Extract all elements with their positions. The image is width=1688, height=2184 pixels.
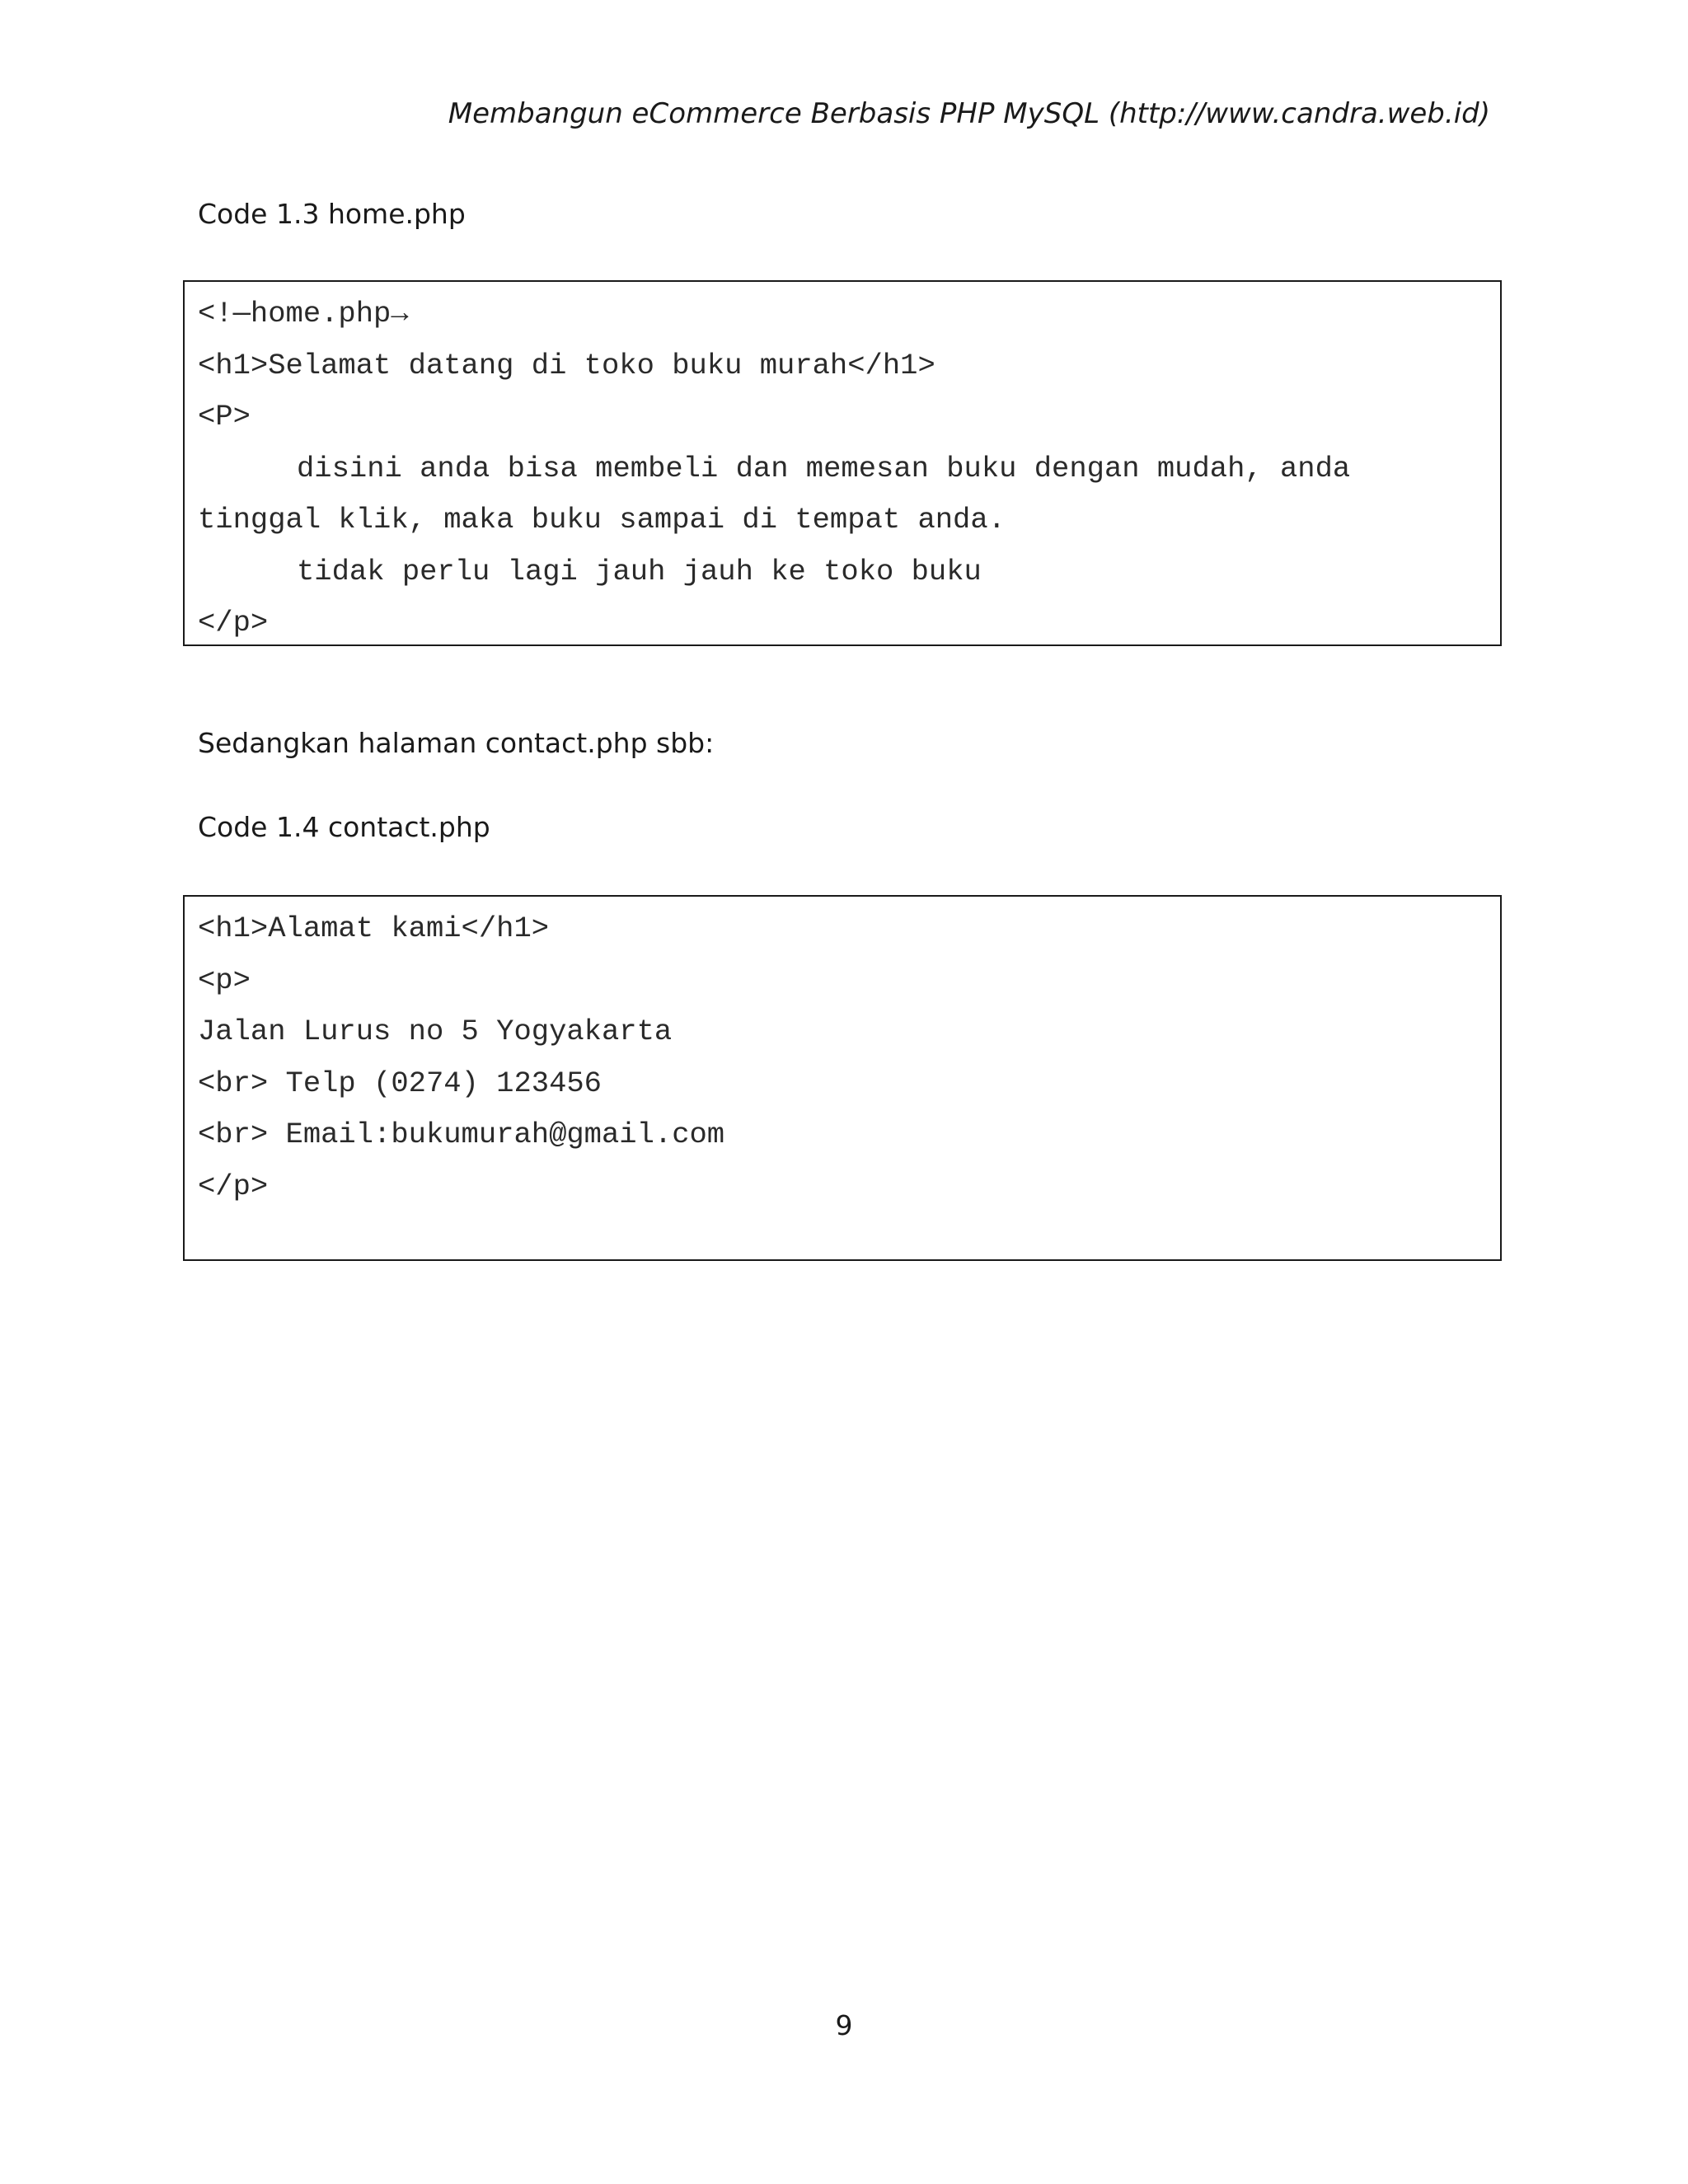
code-line: Jalan Lurus no 5 Yogyakarta (198, 1015, 673, 1048)
code-line: tidak perlu lagi jauh jauh ke toko buku (297, 554, 982, 588)
code-line: </p> (198, 1169, 269, 1203)
code-block-home (183, 280, 1502, 646)
page-number: 9 (835, 2009, 853, 2041)
running-header: Membangun eCommerce Berbasis PHP MySQL (http://www.candra.web.id) (448, 97, 1490, 130)
code-block-contact (183, 895, 1502, 1261)
code-line: disini anda bisa membeli dan memesan buku dengan mudah, anda (297, 451, 1351, 485)
code-line: <br> Telp (0274) 123456 (198, 1066, 602, 1100)
intro-paragraph: Sedangkan halaman contact.php sbb: (198, 727, 715, 759)
code-line: <br> Email:bukumurah@gmail.com (198, 1118, 725, 1151)
code-line: <h1>Selamat datang di toko buku murah</h1> (198, 348, 935, 382)
code-line: <P> (198, 400, 251, 434)
code-line: <!—home.php→ (198, 297, 409, 330)
code-line: <p> (198, 963, 251, 997)
code-line: </p> (198, 606, 269, 640)
code-line: <h1>Alamat kami</h1> (198, 912, 550, 945)
code-caption-contact: Code 1.4 contact.php (198, 811, 490, 843)
code-line: tinggal klik, maka buku sampai di tempat anda. (198, 503, 1006, 537)
code-caption-home: Code 1.3 home.php (198, 198, 466, 230)
